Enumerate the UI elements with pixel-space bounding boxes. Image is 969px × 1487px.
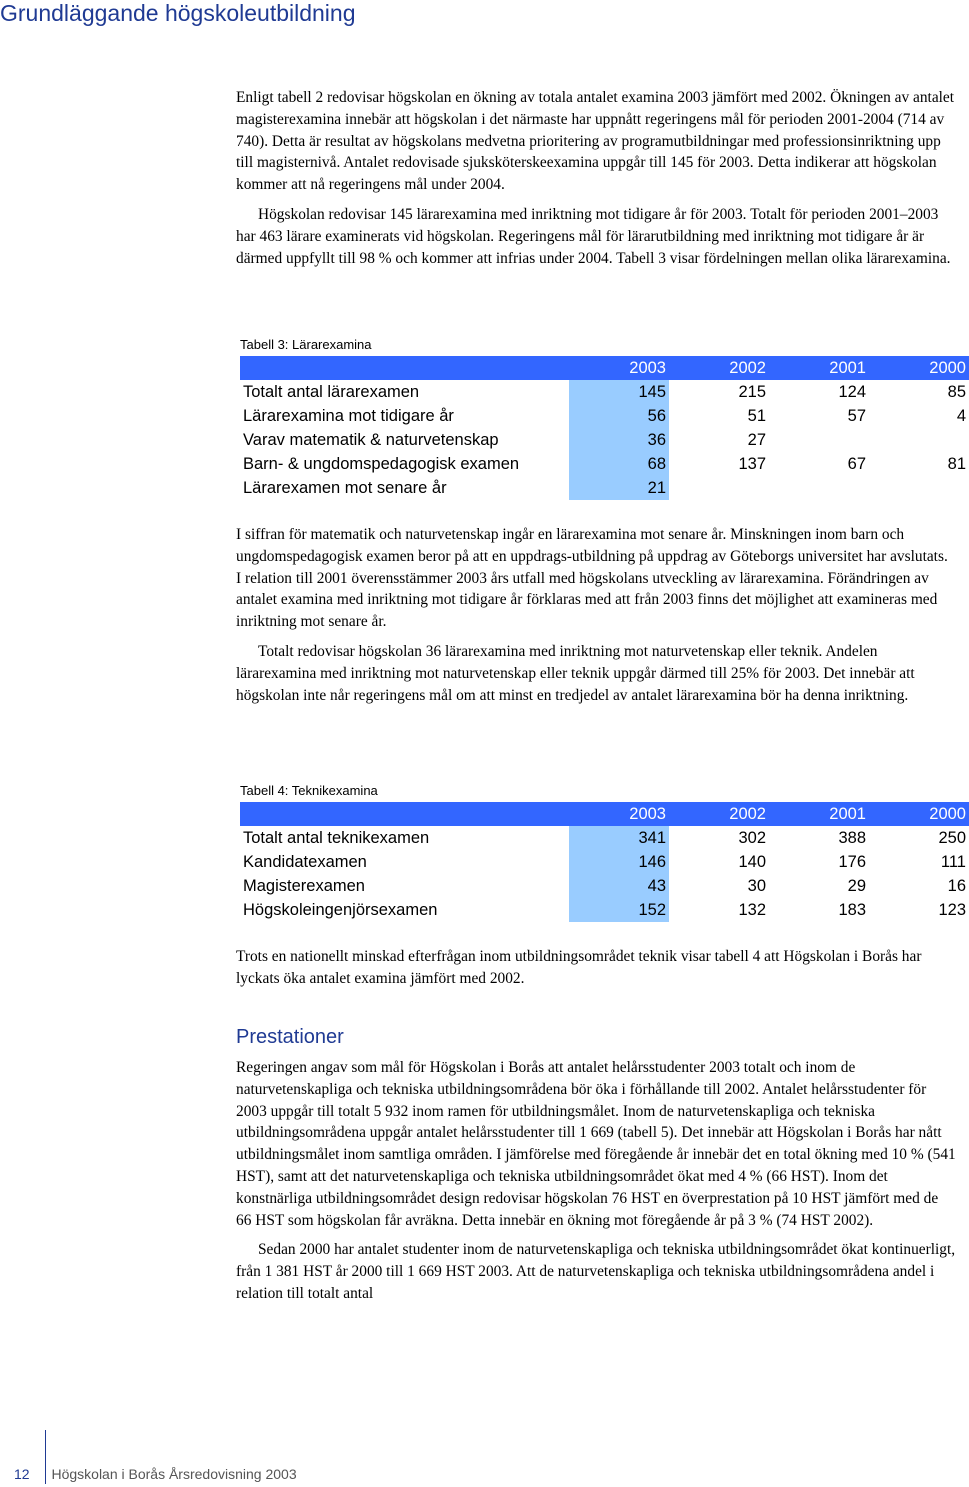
year-header: 2003: [569, 356, 669, 380]
table-caption: Tabell 4: Teknikexamina: [240, 783, 378, 798]
footer-text: Högskolan i Borås Årsredovisning 2003: [51, 1466, 297, 1482]
year-header: 2002: [669, 802, 769, 826]
table-cell: 215: [738, 383, 766, 401]
row-label: Lärarexamen mot senare år: [243, 479, 447, 497]
row-label: Lärarexamina mot tidigare år: [243, 407, 454, 425]
prestationer-text-block: [236, 1057, 956, 1305]
table-header-row: [240, 802, 969, 826]
table-cell: 388: [838, 829, 866, 847]
intro-text-block: [236, 87, 956, 269]
table-row: [240, 452, 969, 476]
table-cell: 124: [838, 383, 866, 401]
table-lararexamina: [240, 356, 969, 500]
paragraph: Sedan 2000 har antalet studenter inom de naturvetenskapliga och tekniska utbildningsområdet ökat kontinuerligt, från 1 381 HST år 2000 till 1 669 HST 2003. Att de naturvetenskapliga och tekniska utbildningsområdena andel i relation till totalt antal: [236, 1241, 956, 1302]
table-cell: 16: [947, 877, 966, 895]
table-cell: 27: [747, 431, 766, 449]
page-header-title: Grundläggande högskoleutbildning: [0, 0, 356, 26]
year-header: 2001: [769, 802, 869, 826]
table-cell: 51: [747, 407, 766, 425]
table-cell: 132: [738, 901, 766, 919]
table-cell: 30: [747, 877, 766, 895]
table-cell: [769, 428, 869, 452]
paragraph: I siffran för matematik och naturvetenskap ingår en lärarexamina mot senare år. Minskningen inom barn och ungdomspedagogisk examen beror på att en uppdrags-utbildning på uppdrag av Göteborgs universitet har avslutats. I relation till 2001 överensstämmer 2003 års utfall med högskolans utveckling av lärarexamina. Förändringen av antalet examina med inriktning mot tidigare år förklaras med att från 2003 finns det möjlighet att examineras med inriktning mot senare år.: [236, 526, 948, 631]
table-cell: [669, 476, 769, 500]
technology-text-block: [236, 946, 956, 990]
table-cell: 250: [938, 829, 966, 847]
year-header: 2003: [569, 802, 669, 826]
table-cell: 183: [838, 901, 866, 919]
table-cell: 341: [569, 826, 669, 850]
table-cell: [869, 428, 969, 452]
table-row: [240, 380, 969, 404]
table-cell: 29: [847, 877, 866, 895]
year-header: 2001: [769, 356, 869, 380]
table-cell: 57: [847, 407, 866, 425]
row-label: Magisterexamen: [243, 877, 365, 895]
table-cell: 67: [847, 455, 866, 473]
row-label: Kandidatexamen: [243, 853, 367, 871]
table-header-row: [240, 356, 969, 380]
table-row: [240, 428, 969, 452]
discussion-text-block: [236, 524, 956, 706]
footer-divider: [45, 1430, 46, 1484]
year-header: 2000: [869, 802, 969, 826]
year-header: 2000: [869, 356, 969, 380]
row-label: Totalt antal lärarexamen: [243, 383, 420, 401]
table-cell: 56: [569, 404, 669, 428]
row-label: Högskoleingenjörsexamen: [243, 901, 438, 919]
table-cell: 146: [569, 850, 669, 874]
table-cell: 85: [947, 383, 966, 401]
table-teknikexamina: [240, 802, 969, 922]
row-label: Totalt antal teknikexamen: [243, 829, 430, 847]
table-cell: 21: [569, 476, 669, 500]
table-cell: 36: [569, 428, 669, 452]
table-cell: 145: [569, 380, 669, 404]
table-cell: 140: [738, 853, 766, 871]
table-header-cell: [240, 802, 569, 826]
page-footer: [14, 1466, 297, 1482]
table-caption: Tabell 3: Lärarexamina: [240, 337, 372, 352]
row-label: Barn- & ungdomspedagogisk examen: [243, 455, 520, 473]
table-row: [240, 404, 969, 428]
table-row: [240, 898, 969, 922]
table-cell: 302: [738, 829, 766, 847]
table-cell: 152: [569, 898, 669, 922]
year-header: 2002: [669, 356, 769, 380]
page-number: 12: [14, 1466, 30, 1482]
table-row: [240, 874, 969, 898]
table-cell: 123: [938, 901, 966, 919]
table-cell: 137: [738, 455, 766, 473]
paragraph: Enligt tabell 2 redovisar högskolan en ökning av totala antalet examina 2003 jämfört med 2002. Ökningen av antalet magisterexamina innebär att högskolan i det närmaste har uppnått regeringens mål för perioden 2001-2004 (714 av 740). Detta är resultat av högskolans medvetna prioritering av programutbildningar med professionsinriktning upp till magisternivå. Antalet redovisade sjuksköterskeexamina uppgår till 145 för 2003. Detta indikerar att högskolan kommer att nå regeringens mål under 2004.: [236, 89, 955, 194]
section-heading: Prestationer: [236, 1026, 344, 1048]
table-cell: 68: [569, 452, 669, 476]
row-label: Varav matematik & naturvetenskap: [243, 431, 499, 449]
paragraph: Regeringen angav som mål för Högskolan i Borås att antalet helårsstudenter 2003 totalt och inom de naturvetenskapliga och tekniska utbildningsområdena bör öka i förhållande till 2002. Antalet helårsstudenter för 2003 uppgår till totalt 5 932 inom ramen för utbildningsmålet. Inom de naturvetenskapliga och tekniska utbildningsområdena uppgår antalet helårsstudenter till 1 669 (tabell 5). Det innebär att Högskolan i Borås har nått utbildningsmålet inom samtliga områden. I jämförelse med föregående år innebär det en total ökning med 10 % (541 HST), samt att det naturvetenskapliga och tekniska utbildningsområdet ökat med 4 % (66 HST). Inom det konstnärliga utbildningsområdet design redovisar högskolan 76 HST en överprestation på 10 HST jämfört med de 66 HST som högskolan får avräkna. Detta innebär en ökning mot föregående år på 3 % (74 HST 2002).: [236, 1059, 956, 1229]
table-row: [240, 850, 969, 874]
table-cell: 176: [838, 853, 866, 871]
table-cell: 4: [956, 407, 966, 425]
table-cell: 111: [940, 853, 966, 871]
paragraph: Högskolan redovisar 145 lärarexamina med inriktning mot tidigare år för 2003. Totalt för perioden 2001–2003 har 463 lärare examinerats vid högskolan. Regeringens mål för lärarutbildning med inriktning mot tidigare år är därmed uppfyllt till 98 % och kommer att infrias under 2004. Tabell 3 visar fördelningen mellan olika lärarexamina.: [236, 205, 951, 267]
table-cell: 43: [569, 874, 669, 898]
table-row: [240, 826, 969, 850]
table-row: [240, 476, 969, 500]
table-cell: [769, 476, 869, 500]
table-header-cell: [240, 356, 569, 380]
table-cell: [869, 476, 969, 500]
table-cell: 81: [947, 455, 966, 473]
paragraph: Trots en nationellt minskad efterfrågan inom utbildningsområdet teknik visar tabell 4 att Högskolan i Borås har lyckats öka antalet examina jämfört med 2002.: [236, 948, 922, 987]
paragraph: Totalt redovisar högskolan 36 lärarexamina med inriktning mot naturvetenskap eller teknik. Andelen lärarexamina med inriktning mot naturvetenskap eller teknik uppgår därmed till 25% för 2003. Det innebär att högskolan inte når regeringens mål om att minst en tredjedel av antalet lärarexamina bör ha denna inriktning.: [236, 642, 915, 704]
